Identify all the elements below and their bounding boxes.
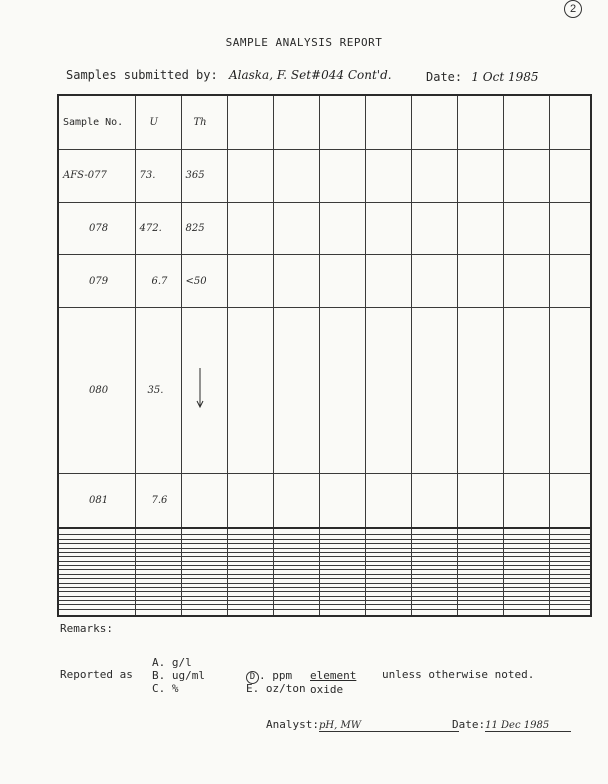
th-cell: 825 [181,202,227,255]
empty-cell [227,609,273,616]
reported-as-label: Reported as [60,668,133,681]
table-row [58,609,591,616]
header-date [426,70,539,84]
submitted-value: Alaska, F. Set#044 Cont'd. [228,68,392,82]
empty-cell [319,609,365,616]
header-empty [503,95,549,150]
sample-cell: 081 [58,474,135,529]
submitted-by [66,68,392,82]
oxide-label: oxide [310,683,344,696]
unit-option-d-label: . ppm [259,669,293,682]
unit-option-b: B. ug/ml [152,669,205,682]
report-date-value: 11 Dec 1985 [485,720,571,732]
th-cell: 365 [181,150,227,203]
header-th: Th [181,95,227,150]
sample-cell: 080 [58,307,135,473]
date-label: Date: [426,70,463,84]
header-empty [549,95,591,150]
u-cell: 73. [135,150,181,203]
header-empty [227,95,273,150]
u-cell: 6.7 [135,255,181,308]
header-empty [273,95,319,150]
analysis-table [57,94,592,617]
unless-noted-text: unless otherwise noted. [382,668,535,681]
submitted-label: Samples submitted by: [66,68,218,82]
table-row [58,255,591,308]
empty-cell [503,609,549,616]
u-cell: 472. [135,202,181,255]
analyst-label: Analyst: [266,718,319,731]
page-number: 2 [564,0,582,18]
header-empty [411,95,457,150]
table-row [58,307,591,473]
date-value: 1 Oct 1985 [471,70,539,84]
th-cell [181,307,227,473]
unit-option-c: C. % [152,682,179,695]
header-empty [457,95,503,150]
header-empty [365,95,411,150]
empty-cell [58,609,135,616]
report-title: SAMPLE ANALYSIS REPORT [225,36,383,49]
table-row [58,202,591,255]
empty-cell [549,609,591,616]
sample-cell: AFS-077 [58,150,135,203]
continuation-arrow-icon [194,374,214,408]
element-label: element [310,669,357,682]
remarks-label: Remarks: [60,622,113,635]
empty-rows [58,528,591,616]
header-empty [319,95,365,150]
empty-cell [273,609,319,616]
header-sample-no: Sample No. [58,95,135,150]
u-cell: 35. [135,307,181,473]
unit-option-a: A. g/l [152,656,192,669]
th-cell [181,474,227,529]
empty-cell [365,609,411,616]
sample-cell: 079 [58,255,135,308]
empty-cell [457,609,503,616]
u-cell: 7.6 [135,474,181,529]
unit-option-e: E. oz/ton [246,682,306,695]
header-u: U [135,95,181,150]
table-header-row [58,95,591,150]
empty-cell [411,609,457,616]
table-row [58,150,591,203]
table-row [58,474,591,529]
th-cell: <50 [181,255,227,308]
report-date-label: Date: [452,718,486,731]
analyst-field [266,718,459,732]
empty-cell [181,609,227,616]
empty-cell [135,609,181,616]
sample-cell: 078 [58,202,135,255]
report-date-field [452,718,571,732]
analyst-value: pH, MW [319,720,459,732]
selected-mark: D [246,671,259,684]
